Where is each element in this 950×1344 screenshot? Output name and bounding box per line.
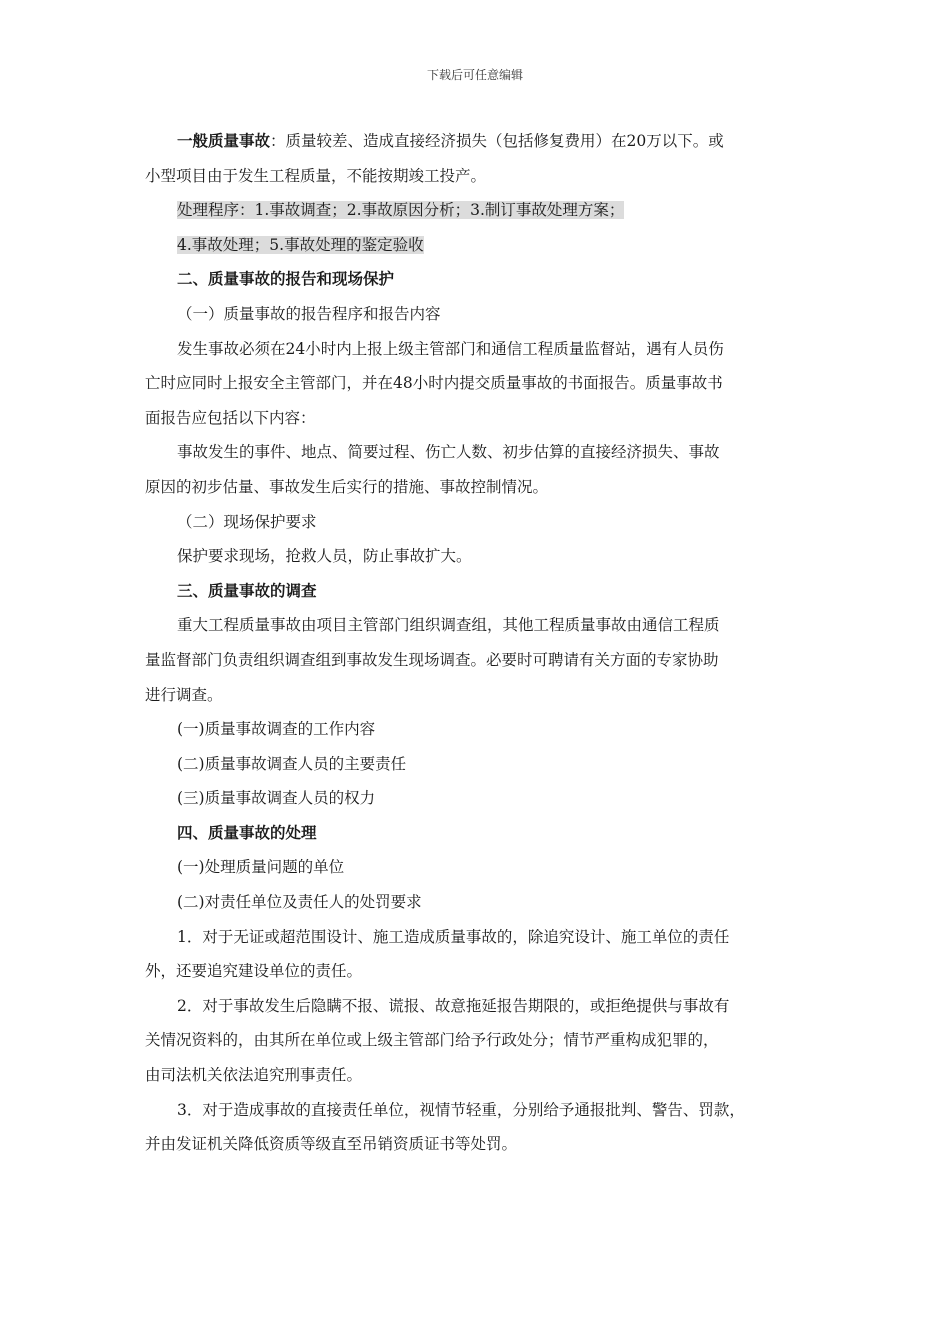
report-paragraph-line: 面报告应包括以下内容： [145,408,316,427]
section-2-heading: 二、质量事故的报告和现场保护 [177,269,395,289]
penalty-point-1-line: 外，还要追究建设单位的责任。 [145,962,363,981]
document-body [145,124,810,1162]
investigation-item: (三)质量事故调查人员的权力 [177,789,376,808]
investigation-item: (一)质量事故调查的工作内容 [177,720,376,739]
general-accident-definition: ：质量较差、造成直接经济损失（包括修复费用）在20万以下。或 [270,132,724,150]
penalty-point-2-line: 2．对于事故发生后隐瞒不报、谎报、故意拖延报告期限的，或拒绝提供与事故有 [177,996,730,1015]
report-paragraph-line: 亡时应同时上报安全主管部门，并在48小时内提交质量事故的书面报告。质量事故书 [145,374,723,393]
penalty-point-3-line: 并由发证机关降低资质等级直至吊销资质证书等处罚。 [145,1135,518,1154]
report-paragraph-line: 发生事故必须在24小时内上报上级主管部门和通信工程质量监督站，遇有人员伤 [177,339,724,358]
section-4-heading: 四、质量事故的处理 [177,822,317,842]
page-header: 下载后可任意编辑 [426,68,523,82]
investigation-paragraph-line: 进行调查。 [145,685,223,704]
section-4-sub-2: (二)对责任单位及责任人的处罚要求 [177,893,422,912]
general-accident-line-2: 小型项目由于发生工程质量，不能按期竣工投产。 [145,166,487,185]
report-content-line: 原因的初步估量、事故发生后实行的措施、事故控制情况。 [145,477,549,496]
general-accident-term: 一般质量事故 [177,131,271,150]
report-content-line: 事故发生的事件、地点、简要过程、伤亡人数、初步估算的直接经济损失、事故 [177,443,720,462]
penalty-point-1-line: 1．对于无证或超范围设计、施工造成质量事故的，除追究设计、施工单位的责任 [177,927,730,946]
procedure-line-2: 4.事故处理；5.事故处理的鉴定验收 [177,235,424,254]
site-protection-text: 保护要求现场，抢救人员，防止事故扩大。 [177,547,472,566]
investigation-item: (二)质量事故调查人员的主要责任 [177,754,407,773]
procedure-line-1: 处理程序：1.事故调查；2.事故原因分析；3.制订事故处理方案； [177,201,625,220]
general-accident-line-1 [145,124,810,159]
investigation-paragraph-line: 重大工程质量事故由项目主管部门组织调查组，其他工程质量事故由通信工程质 [177,616,720,635]
penalty-point-3-line: 3．对于造成事故的直接责任单位，视情节轻重，分别给予通报批判、警告、罚款， [177,1100,745,1119]
section-2-sub-1: （一）质量事故的报告程序和报告内容 [177,304,441,323]
investigation-paragraph-line: 量监督部门负责组织调查组到事故发生现场调查。必要时可聘请有关方面的专家协助 [145,650,719,669]
section-3-heading: 三、质量事故的调查 [177,580,317,600]
penalty-point-2-line: 由司法机关依法追究刑事责任。 [145,1066,363,1085]
section-4-sub-1: (一)处理质量问题的单位 [177,858,345,877]
section-2-sub-2: （二）现场保护要求 [177,512,317,531]
penalty-point-2-line: 关情况资料的，由其所在单位或上级主管部门给予行政处分；情节严重构成犯罪的， [145,1031,719,1050]
